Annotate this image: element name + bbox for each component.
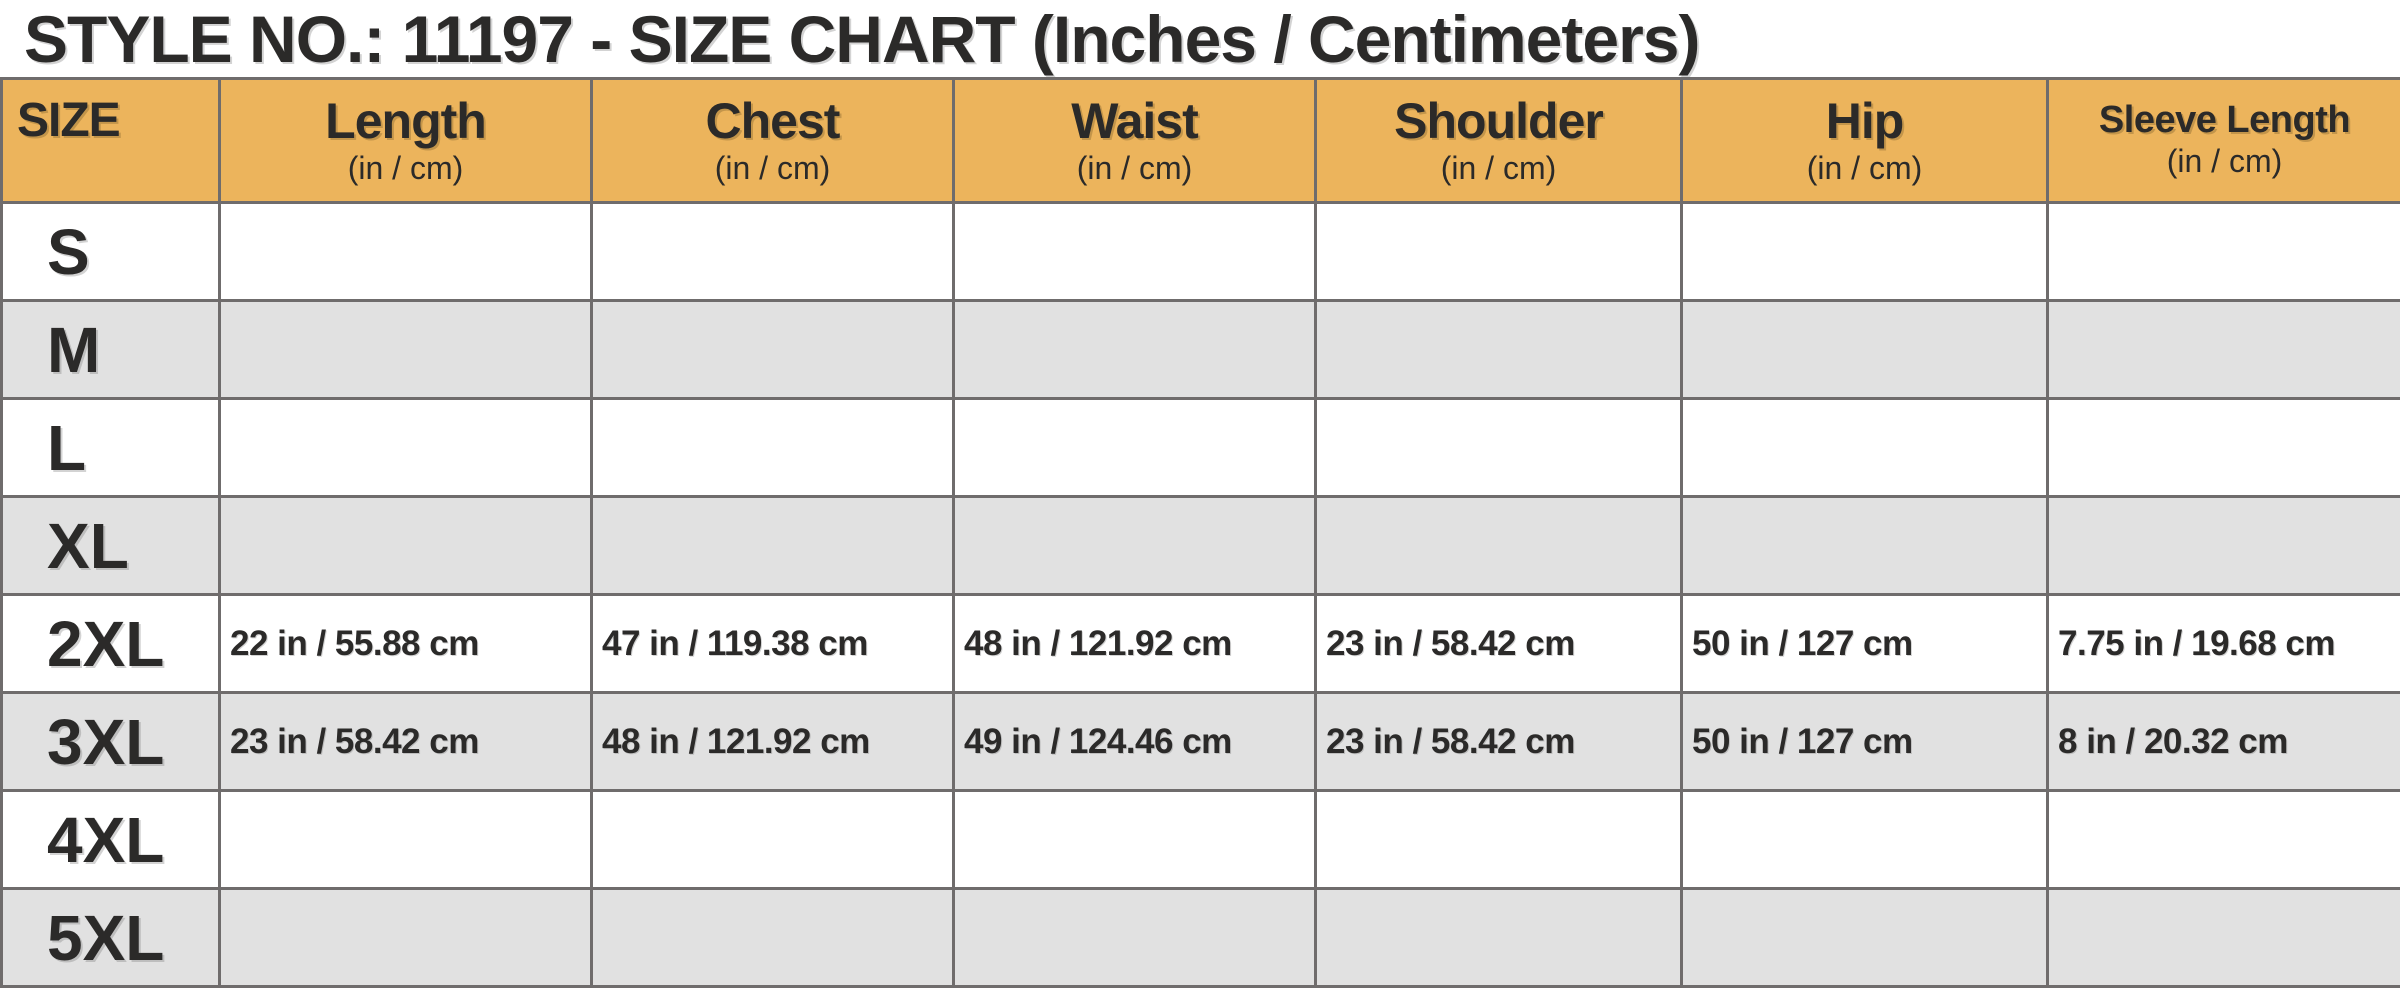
cell-length	[220, 203, 592, 301]
cell-hip	[1682, 301, 2048, 399]
column-header-length	[220, 79, 592, 203]
cell-chest	[592, 791, 954, 889]
cell-sleeve-length	[2048, 791, 2400, 889]
size-label: 2XL	[2, 595, 220, 693]
table-row-l	[2, 399, 2400, 497]
cell-waist: 49 in / 124.46 cm	[954, 693, 1316, 791]
cell-hip	[1682, 791, 2048, 889]
cell-chest	[592, 399, 954, 497]
cell-chest	[592, 203, 954, 301]
cell-shoulder	[1316, 791, 1682, 889]
cell-shoulder	[1316, 497, 1682, 595]
cell-waist	[954, 399, 1316, 497]
cell-sleeve-length	[2048, 889, 2400, 987]
column-header-label: Length	[325, 93, 486, 149]
column-header-label: Chest	[706, 93, 840, 149]
column-header-hip	[1682, 79, 2048, 203]
column-unit-label: (in / cm)	[348, 151, 464, 189]
column-header-label: Shoulder	[1394, 93, 1603, 149]
table-row-2xl	[2, 595, 2400, 693]
column-header-size	[2, 79, 220, 203]
cell-length	[220, 301, 592, 399]
size-label: S	[2, 203, 220, 301]
cell-sleeve-length: 8 in / 20.32 cm	[2048, 693, 2400, 791]
cell-hip: 50 in / 127 cm	[1682, 595, 2048, 693]
cell-hip: 50 in / 127 cm	[1682, 693, 2048, 791]
size-label: XL	[2, 497, 220, 595]
column-header-label: Waist	[1071, 93, 1198, 149]
size-label: M	[2, 301, 220, 399]
cell-waist	[954, 203, 1316, 301]
cell-length	[220, 791, 592, 889]
column-header-shoulder	[1316, 79, 1682, 203]
cell-length: 22 in / 55.88 cm	[220, 595, 592, 693]
column-header-chest	[592, 79, 954, 203]
cell-sleeve-length	[2048, 399, 2400, 497]
table-header	[2, 79, 2400, 203]
cell-sleeve-length	[2048, 301, 2400, 399]
cell-shoulder: 23 in / 58.42 cm	[1316, 595, 1682, 693]
cell-length	[220, 399, 592, 497]
cell-hip	[1682, 203, 2048, 301]
cell-chest: 47 in / 119.38 cm	[592, 595, 954, 693]
column-header-label: Hip	[1826, 93, 1904, 149]
size-label: 3XL	[2, 693, 220, 791]
cell-shoulder	[1316, 889, 1682, 987]
cell-chest	[592, 497, 954, 595]
size-label: L	[2, 399, 220, 497]
cell-chest: 48 in / 121.92 cm	[592, 693, 954, 791]
table-row-s	[2, 203, 2400, 301]
cell-shoulder	[1316, 399, 1682, 497]
column-header-label: Sleeve Length	[2099, 99, 2350, 142]
cell-chest	[592, 889, 954, 987]
cell-shoulder	[1316, 301, 1682, 399]
cell-waist: 48 in / 121.92 cm	[954, 595, 1316, 693]
column-unit-label: (in / cm)	[1077, 151, 1193, 189]
cell-hip	[1682, 399, 2048, 497]
cell-shoulder	[1316, 203, 1682, 301]
table-row-xl	[2, 497, 2400, 595]
page-title: STYLE NO.: 11197 - SIZE CHART (Inches / Centimeters)	[0, 0, 2400, 77]
table-row-m	[2, 301, 2400, 399]
cell-waist	[954, 301, 1316, 399]
cell-length: 23 in / 58.42 cm	[220, 693, 592, 791]
cell-hip	[1682, 497, 2048, 595]
column-unit-label: (in / cm)	[1807, 151, 1923, 189]
size-label: 5XL	[2, 889, 220, 987]
cell-sleeve-length	[2048, 203, 2400, 301]
size-header-label: SIZE	[17, 94, 120, 148]
size-chart-table	[0, 77, 2400, 988]
table-body	[2, 203, 2400, 987]
column-header-sleeve-length	[2048, 79, 2400, 203]
size-label: 4XL	[2, 791, 220, 889]
cell-sleeve-length: 7.75 in / 19.68 cm	[2048, 595, 2400, 693]
cell-waist	[954, 889, 1316, 987]
column-unit-label: (in / cm)	[715, 151, 831, 189]
cell-waist	[954, 497, 1316, 595]
cell-waist	[954, 791, 1316, 889]
cell-length	[220, 497, 592, 595]
cell-sleeve-length	[2048, 497, 2400, 595]
column-unit-label: (in / cm)	[1441, 151, 1557, 189]
column-header-waist	[954, 79, 1316, 203]
table-row-5xl	[2, 889, 2400, 987]
cell-shoulder: 23 in / 58.42 cm	[1316, 693, 1682, 791]
cell-chest	[592, 301, 954, 399]
column-unit-label: (in / cm)	[2167, 144, 2283, 182]
cell-length	[220, 889, 592, 987]
table-row-4xl	[2, 791, 2400, 889]
header-row	[2, 79, 2400, 203]
table-row-3xl	[2, 693, 2400, 791]
cell-hip	[1682, 889, 2048, 987]
